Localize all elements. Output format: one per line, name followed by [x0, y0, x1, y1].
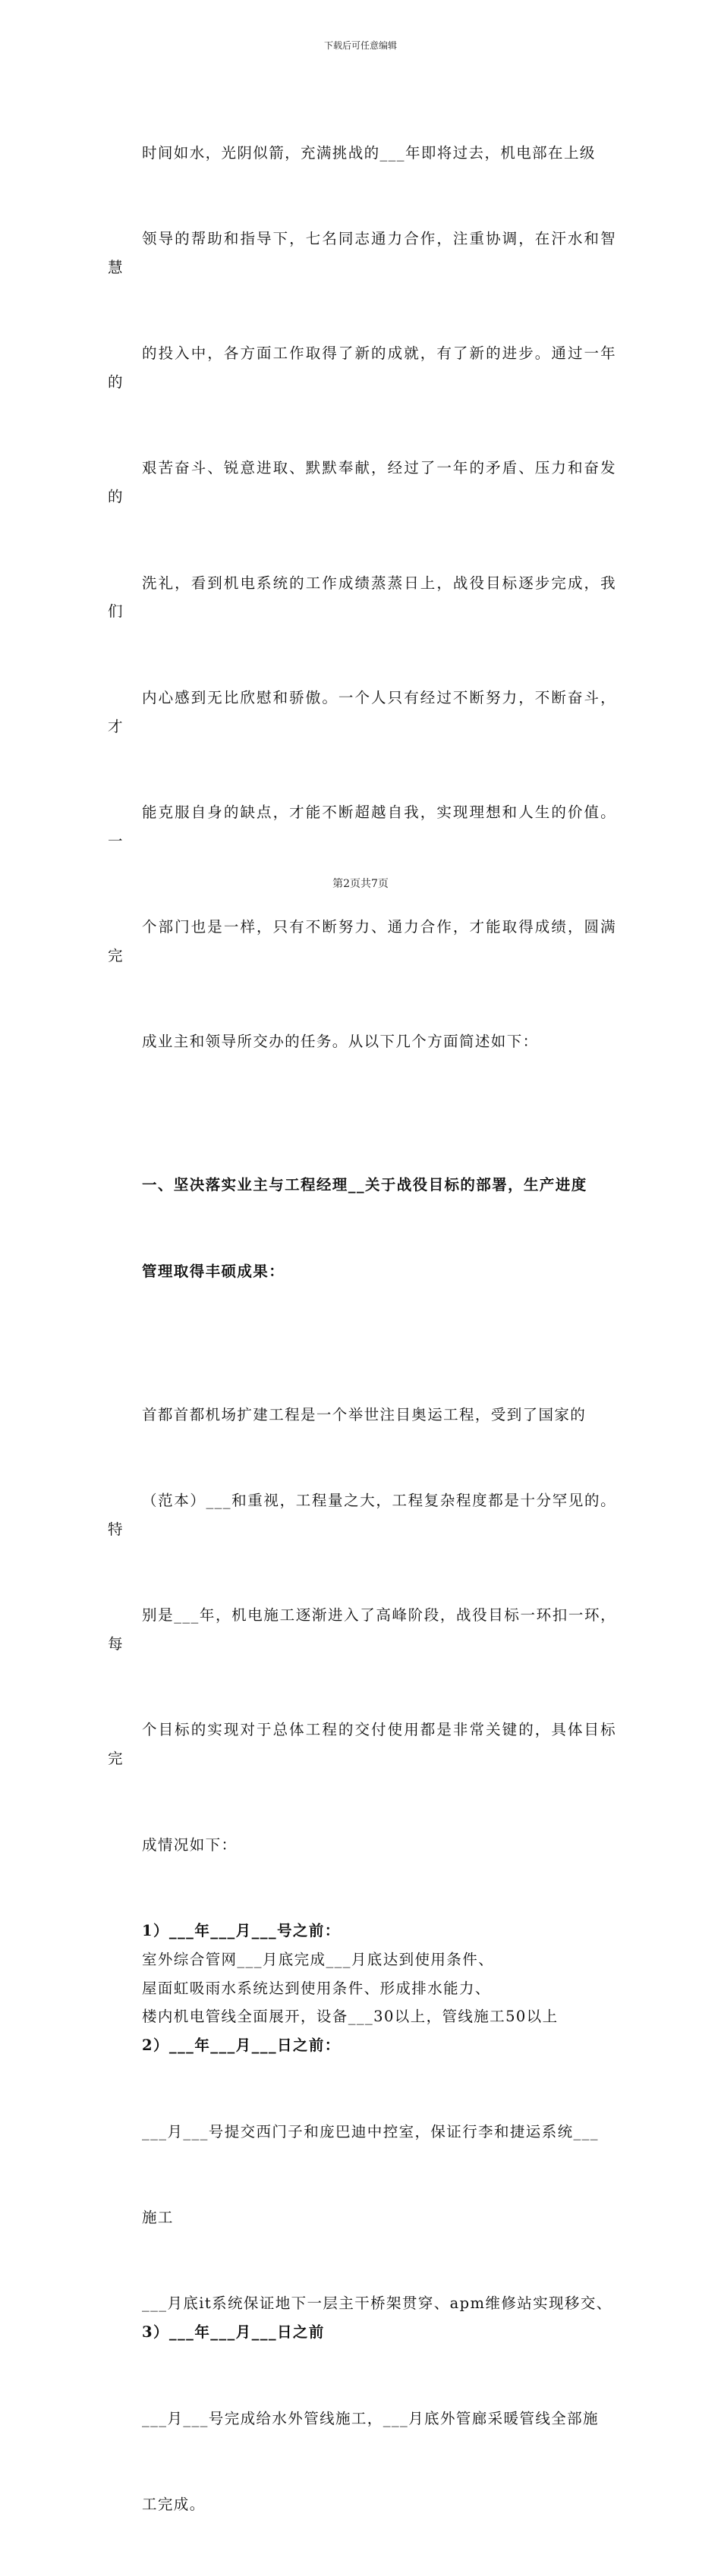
item-3-line: ___月___号完成给水外管线施工，___月底外管廊采暖管线全部施 [142, 2409, 599, 2427]
intro-line: 领导的帮助和指导下，七名同志通力合作，注重协调，在汗水和智慧 [108, 229, 616, 276]
page-number: 第2页共7页 [332, 878, 389, 890]
section-1-heading [108, 1114, 616, 1343]
section-1-paragraph [108, 1343, 616, 1917]
section-1-heading-line: 一、坚决落实业主与工程经理__关于战役目标的部署，生产进度 [142, 1176, 587, 1194]
intro-line: 洗礼，看到机电系统的工作成绩蒸蒸日上，战役目标逐步完成，我们 [108, 574, 616, 621]
item-2-line: 施工 [142, 2208, 174, 2226]
intro-line: 内心感到无比欣慰和骄傲。一个人只有经过不断努力，不断奋斗，才 [108, 688, 616, 735]
section-1-line: 个目标的实现对于总体工程的交付使用都是非常关键的，具体目标完 [108, 1721, 616, 1768]
item-3-heading: 3）___年___月___日之前 [142, 2323, 325, 2342]
intro-paragraph [108, 81, 616, 1114]
item-1-line: 楼内机电管线全面展开，设备___30以上，管线施工50以上 [142, 2008, 559, 2026]
intro-line: 个部门也是一样，只有不断努力、通力合作，才能取得成绩，圆满完 [108, 918, 616, 964]
document-body [108, 81, 616, 2576]
item-3-paragraph [108, 2347, 616, 2576]
intro-line: 成业主和领导所交办的任务。从以下几个方面简述如下： [142, 1033, 539, 1051]
item-1-line: 室外综合管网___月底完成___月底达到使用条件、 [142, 1950, 495, 1968]
intro-line: 时间如水，光阴似箭，充满挑战的___年即将过去，机电部在上级 [142, 143, 596, 162]
section-1-line: 别是___年，机电施工逐渐进入了高峰阶段，战役目标一环扣一环，每 [108, 1606, 616, 1653]
item-1-heading: 1）___年___月___号之前： [142, 1922, 341, 1939]
intro-line: 艰苦奋斗、锐意进取、默默奉献，经过了一年的矛盾、压力和奋发的 [108, 459, 616, 506]
section-1-line: 首都首都机场扩建工程是一个举世注目奥运工程，受到了国家的 [142, 1405, 587, 1423]
item-2-line: ___月底it系统保证地下一层主干桥架贯穿、apm维修站实现移交、 [142, 2294, 612, 2313]
item-2-heading: 2）___年___月___日之前： [142, 2037, 341, 2055]
item-3-line: 工完成。 [142, 2495, 206, 2513]
section-1-line: （范本）___和重视，工程量之大，工程复杂程度都是十分罕见的。特 [108, 1492, 616, 1538]
item-2-line: ___月___号提交西门子和庞巴迪中控室，保证行李和捷运系统___ [142, 2122, 599, 2140]
item-2-paragraph [108, 2060, 616, 2289]
page-header-note: 下载后可任意编辑 [323, 40, 397, 51]
item-1-line: 屋面虹吸雨水系统达到使用条件、形成排水能力、 [142, 1979, 491, 1997]
intro-line: 能克服自身的缺点，才能不断超越自我，实现理想和人生的价值。一 [108, 803, 616, 850]
intro-line: 的投入中，各方面工作取得了新的成就，有了新的进步。通过一年的 [108, 344, 616, 391]
section-1-line: 成情况如下： [142, 1835, 238, 1854]
section-1-heading-line: 管理取得丰硕成果： [142, 1262, 285, 1280]
